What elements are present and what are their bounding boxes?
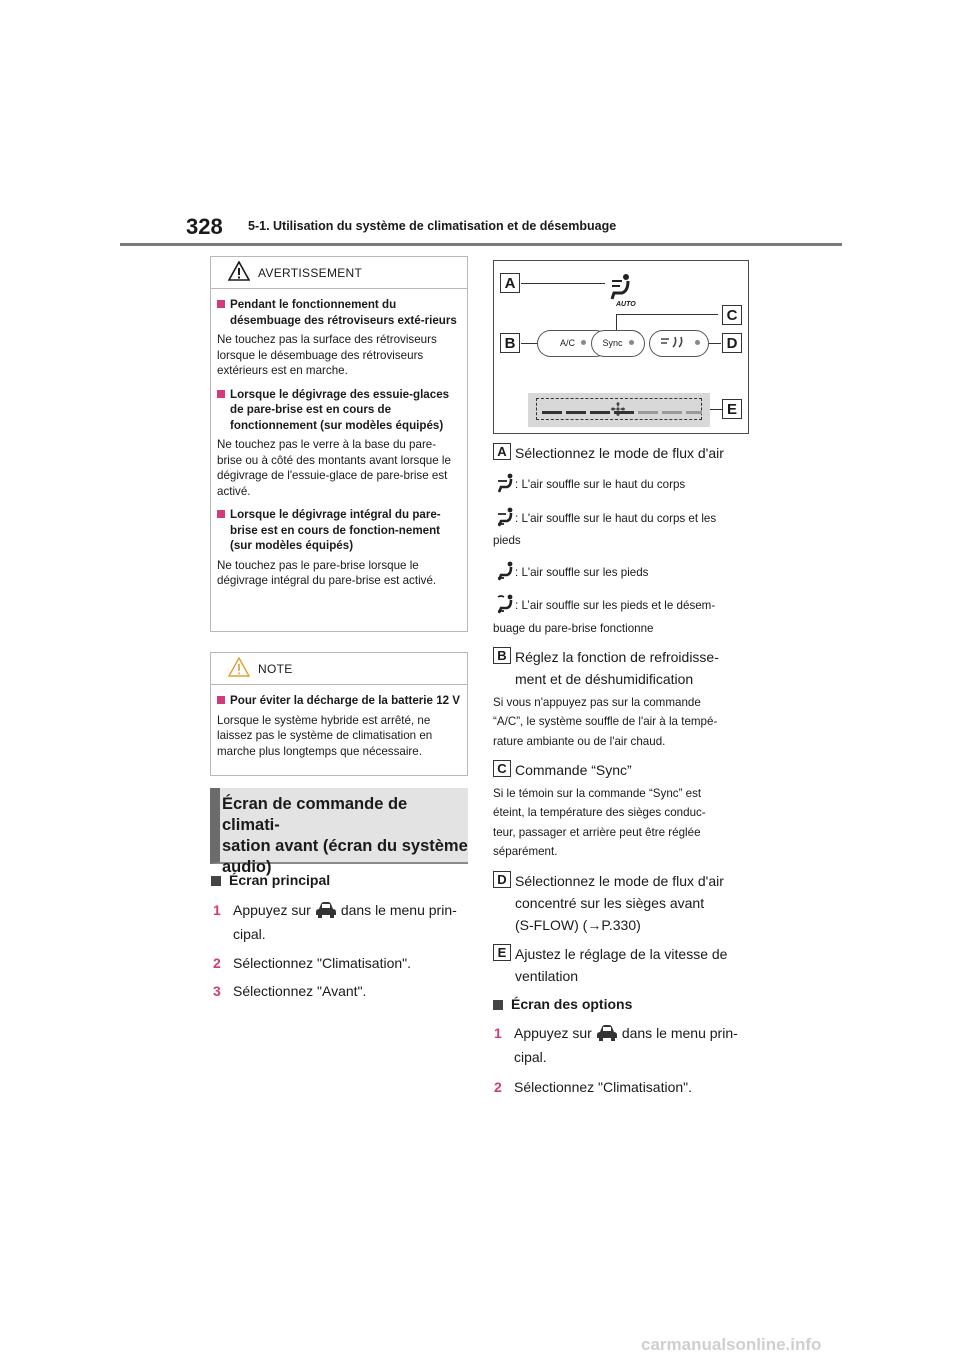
warning-item-title: Lorsque le dégivrage intégral du pare-brise est en cours de fonction-nement (sur modèles équipés) <box>217 507 461 554</box>
section-header-title: 5-1. Utilisation du système de climatisation et de désembuage <box>248 219 617 233</box>
options-screen-heading: Écran des options <box>493 996 632 1012</box>
flow-text-cont: buage du pare-brise fonctionne <box>493 622 654 635</box>
s-flow-button[interactable] <box>649 330 709 357</box>
step-1: 1 Appuyez sur dans le menu prin- cipal. <box>213 902 457 942</box>
warning-item-title: Lorsque le dégivrage des essuie-glaces de pare-brise est en cours de fonctionnement (sur modèles équipés) <box>217 387 461 434</box>
flow-text-cont: pieds <box>493 534 521 547</box>
legend-c-text: Si le témoin sur la commande “Sync” est <box>493 787 702 800</box>
section-heading <box>210 788 468 876</box>
fan-speed-bar[interactable] <box>528 393 710 427</box>
airflow-face-icon <box>495 473 515 493</box>
note-header <box>211 653 467 685</box>
header-divider <box>120 243 842 246</box>
legend-b-text: Si vous n'appuyez pas sur la commande <box>493 696 701 709</box>
ac-button[interactable]: A/C <box>537 330 609 357</box>
caution-triangle-icon <box>228 657 250 677</box>
legend-b-text: rature ambiante ou de l'air chaud. <box>493 735 666 748</box>
note-box <box>210 652 468 776</box>
warning-item-title: Pendant le fonctionnement du désembuage des rétroviseurs exté-rieurs <box>217 297 461 328</box>
section-heading-line: Écran de commande de climati- <box>222 795 408 834</box>
airflow-mode-icon[interactable] <box>604 273 634 303</box>
warning-box <box>210 256 468 632</box>
options-step-1: 1 Appuyez sur dans le menu prin- cipal. <box>494 1025 738 1065</box>
auto-label: AUTO <box>616 301 636 308</box>
label-e: E <box>722 399 742 419</box>
warning-header <box>211 257 467 289</box>
note-item-title: Pour éviter la décharge de la batterie 12 V <box>217 693 461 709</box>
label-a: A <box>500 273 520 293</box>
warning-triangle-icon <box>228 261 250 281</box>
warning-title: AVERTISSEMENT <box>258 266 363 280</box>
seat-airflow-icon <box>659 335 689 349</box>
section-heading-line: audio) <box>222 858 272 876</box>
warning-item-text: Ne touchez pas la surface des rétroviseurs lorsque le désembuage des rétroviseurs extérieurs est en marche. <box>217 333 437 377</box>
note-item-text: Lorsque le système hybride est arrêté, ne laissez pas le système de climatisation en marche plus longtemps que nécessaire. <box>217 713 433 758</box>
car-icon <box>315 901 337 919</box>
legend-c-text: séparément. <box>493 845 558 858</box>
label-d: D <box>722 333 742 353</box>
watermark: carmanualsonline.info <box>641 1335 822 1354</box>
legend-c-text: teur, passager et arrière peut être réglée <box>493 826 701 839</box>
label-b: B <box>500 333 520 353</box>
label-c: C <box>722 305 742 325</box>
airflow-face-feet-icon <box>495 507 515 527</box>
warning-item-text: Ne touchez pas le pare-brise lorsque le dégivrage intégral du pare-brise est activé. <box>217 558 437 587</box>
warning-item-text: Ne touchez pas le verre à la base du pare-brise ou à côté des montants avant lorsque le dégivrage de l'essuie-glace de pare-brise est activé. <box>217 438 451 498</box>
sync-button[interactable]: Sync <box>591 330 645 357</box>
page-number: 328 <box>186 214 223 239</box>
car-icon <box>596 1024 618 1042</box>
note-title: NOTE <box>258 662 293 676</box>
main-screen-heading: Écran principal <box>211 872 330 888</box>
legend-b-text: “A/C”, le système souffle de l'air à la tempé- <box>493 715 718 728</box>
legend-c-text: éteint, la température des sièges conduc- <box>493 806 706 819</box>
airflow-feet-icon <box>495 561 515 581</box>
section-heading-line: sation avant (écran du système <box>222 837 468 855</box>
airflow-feet-defrost-icon <box>495 594 515 614</box>
climate-control-diagram <box>493 260 749 434</box>
